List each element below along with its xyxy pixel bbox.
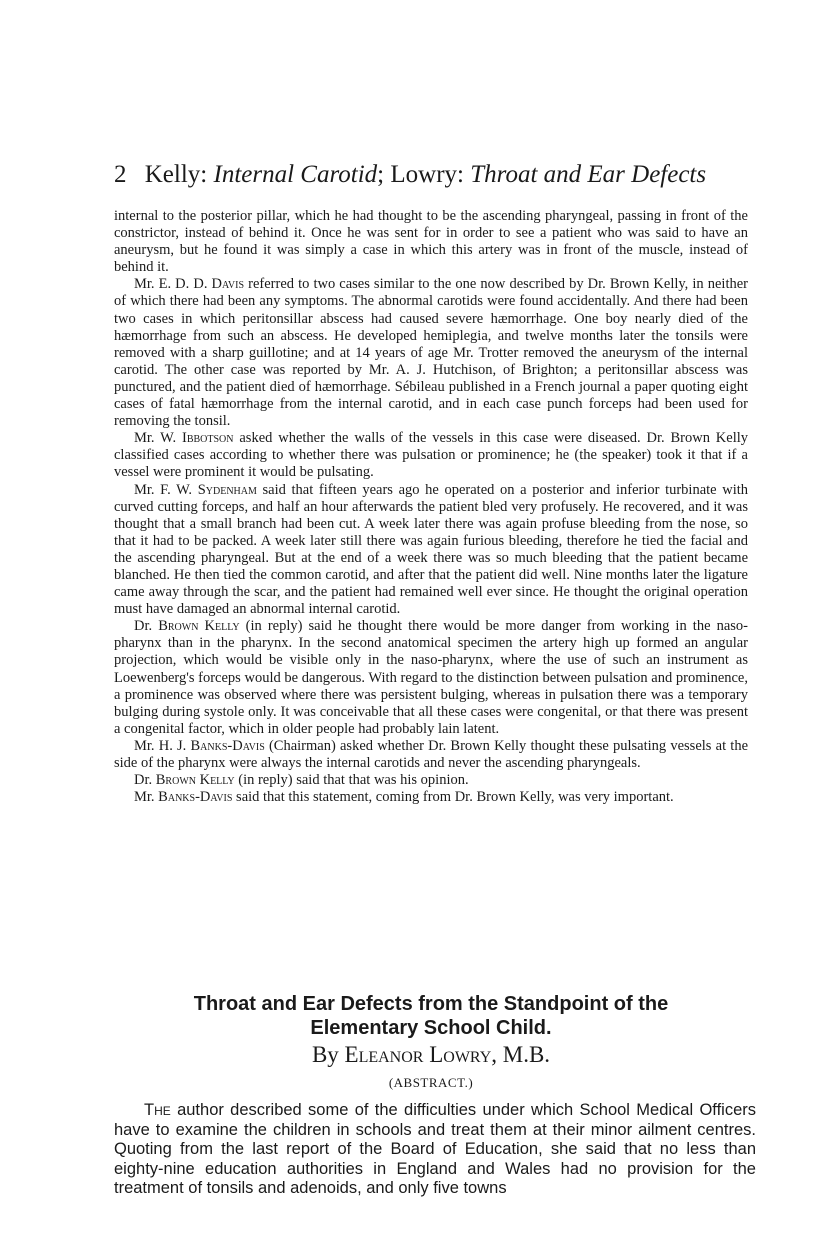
running-head — [114, 160, 726, 190]
paragraph-text: (in reply) said he thought there would be more danger from working in the naso-pharynx than in the pharynx. In the second anatomical specimen the artery high up formed an angular projection, which would be visible only in the naso-pharynx, where the use of such an instrument as Loewenberg's forceps would be dangerous. With regard to the distinction between pulsation and prominence, a prominence was observed where there was persistent bulging, whereas in pulsation there was a temporary bulging during systole only. It was conceivable that all these cases were congenital, or that there was present a congenital factor, which in older people had probably lain latent. — [114, 618, 749, 737]
paragraph-text: said that fifteen years ago he operated on a posterior and inferior turbinate with curved cutting forceps, and half an hour afterwards the patient bled very profusely. He recovered, and it was thought that a small branch had been cut. A week later there was again profuse bleeding from the nose, so that it had to be packed. A week later still there was again furious bleeding, therefore he tied the facial and the ascending pharyngeal. But at the end of a week there was so much bleeding that the patient became blanched. He then tied the common carotid, and after that the patient did well. Nine months later the ligature came away through the scar, and the patient had remained well ever since. He thought the original operation must have damaged an abnormal internal carotid. — [114, 481, 749, 618]
speaker-title: Mr. E. D. D. — [134, 276, 208, 293]
byline — [114, 1042, 748, 1068]
author-name: Eleanor Lowry — [344, 1042, 492, 1067]
separator: ; — [377, 161, 385, 188]
speaker-name: Brown Kelly — [158, 618, 240, 635]
speaker-name: Sydenham — [197, 481, 257, 498]
author2: Lowry: — [390, 161, 464, 188]
speaker-name: Brown Kelly — [155, 772, 235, 789]
abstract-lead: The — [144, 1101, 171, 1119]
speaker-name: Banks-Davis — [158, 789, 233, 806]
speaker-name: Ibbotson — [181, 430, 234, 447]
speaker-title: Mr. H. J. — [134, 737, 187, 754]
paragraph-text: referred to two cases similar to the one now described by Dr. Brown Kelly, in neither of which there had been any symptoms. The abnormal carotids were found accidentally. And there had been two cases in which peritonsillar abscess had caused severe hæmorrhage. One boy nearly died of the hæmorrhage from such an abscess. He developed hemiplegia, and twelve months later the tonsils were removed with a sharp guillotine; and at 14 years of age Mr. Trotter removed the aneurysm of the internal carotid. The other case was reported by Mr. A. J. Hutchison, of Brighton; a peritonsillar abscess was punctured, and the patient died of hæmorrhage. Sébileau published in a French journal a paper quoting eight cases of fatal hæmorrhage from the internal carotid, and in each case punch forceps had been used for removing the tonsil. — [114, 276, 748, 430]
paragraph — [114, 618, 748, 738]
abstract-text: author described some of the difficulties under which School Medical Officers have to examine the children in schools and treat them at their minor ailment centres. Quoting from the last report of the Board of Education, she said that no less than eighty-nine education authorities in England and Wales had no provision for the treatment of tonsils and adenoids, and only five towns — [114, 1101, 756, 1198]
speaker-name: Banks-Davis — [190, 737, 265, 754]
discussion-text — [114, 208, 748, 806]
paragraph — [114, 430, 748, 481]
abstract-label: (ABSTRACT.) — [388, 1075, 474, 1090]
paragraph — [114, 208, 748, 276]
byline-by: By — [311, 1042, 339, 1067]
paragraph — [114, 738, 748, 772]
speaker-name: Davis — [211, 276, 245, 293]
title-line: Elementary School Child. — [310, 1017, 552, 1039]
title-line: Throat and Ear Defects from the Standpoint of the — [193, 993, 669, 1015]
paragraph-text: (Chairman) asked whether Dr. Brown Kelly thought these pulsating vessels at the side of the pharynx were always the internal carotids and never the ascending pharyngeals. — [114, 737, 749, 771]
paragraph-text: internal to the posterior pillar, which he had thought to be the ascending pharyngeal, passing in front of the constrictor, instead of behind it. Once he was sent for in order to see a patient who was said to have an aneurysm, but he found it was simply a case in which this artery was in front of the muscle, instead of behind it. — [114, 208, 748, 276]
paragraph-text: (in reply) said that that was his opinion. — [238, 772, 469, 789]
article-title — [114, 992, 748, 1040]
speaker-title: Dr. — [134, 618, 153, 635]
speaker-title: Dr. — [134, 772, 153, 789]
speaker-title: Mr. W. — [134, 430, 177, 447]
title2: Throat and Ear Defects — [470, 161, 707, 188]
author-degree: , M.B. — [491, 1042, 551, 1067]
title1: Internal Carotid — [213, 161, 378, 188]
paragraph — [114, 482, 748, 619]
paragraph — [114, 276, 748, 430]
speaker-title: Mr. F. W. — [134, 481, 193, 498]
author1: Kelly: — [144, 161, 208, 188]
page-number: 2 — [114, 161, 127, 188]
abstract-paragraph — [114, 1101, 756, 1199]
paragraph — [114, 789, 748, 806]
paragraph-text: asked whether the walls of the vessels in this case were diseased. Dr. Brown Kelly classified cases according to whether there was pulsation or prominence; he (the speaker) took it that if a vessel were prominent it would be pulsating. — [114, 430, 749, 481]
speaker-title: Mr. — [134, 789, 155, 806]
paragraph — [114, 772, 748, 789]
paragraph-text: said that this statement, coming from Dr. Brown Kelly, was very important. — [236, 789, 674, 806]
